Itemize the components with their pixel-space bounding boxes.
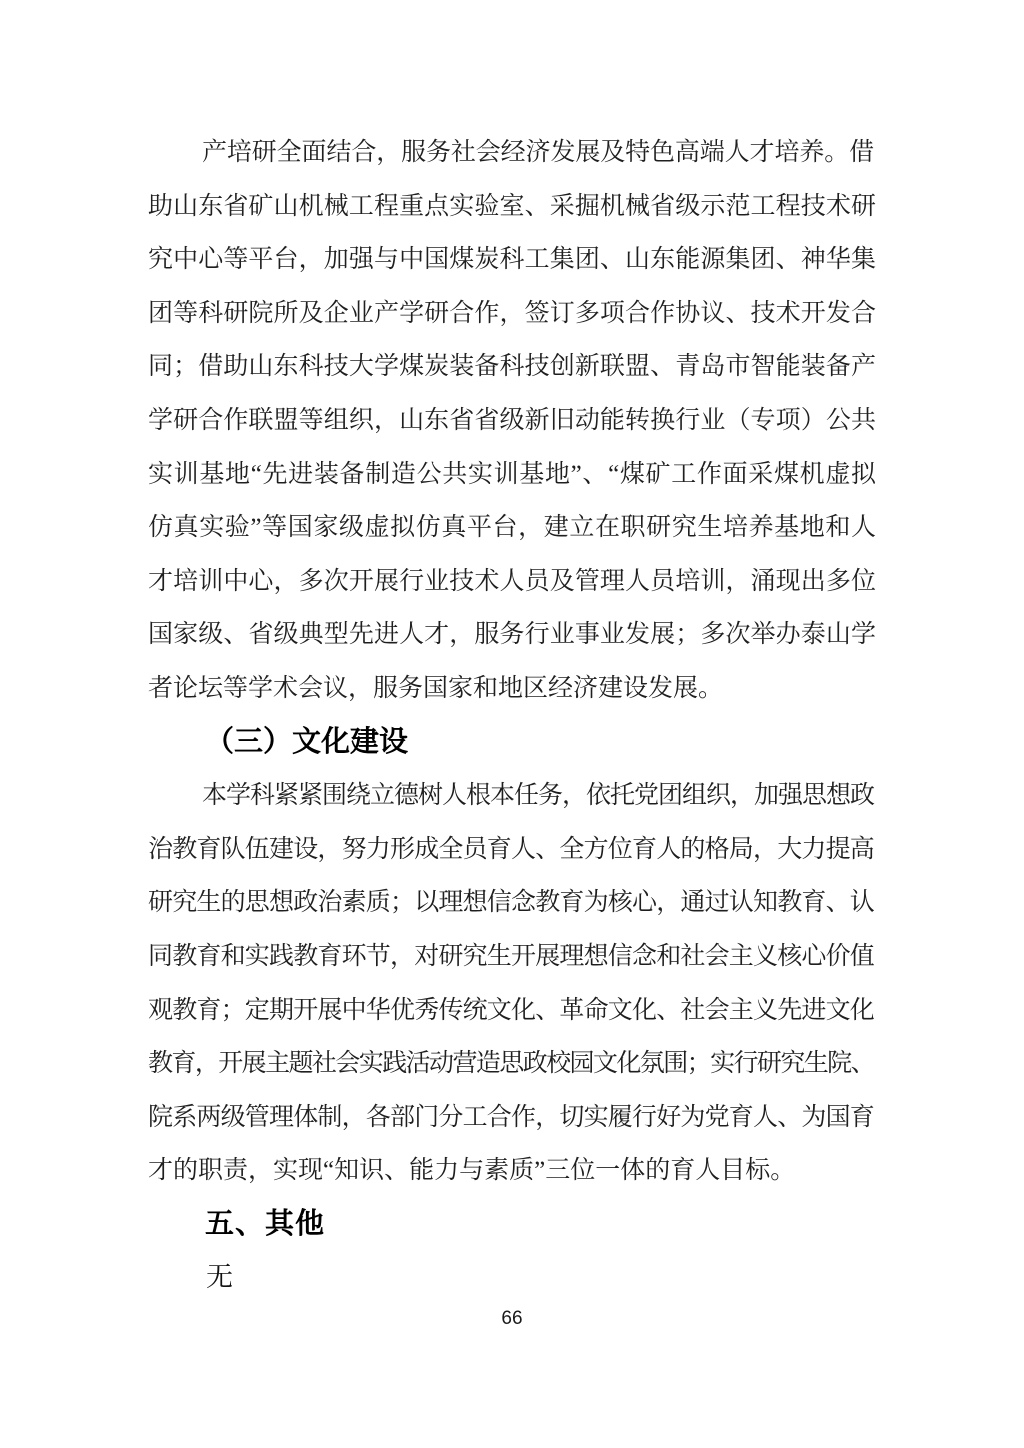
page-number: 66 xyxy=(501,1308,523,1329)
paragraph2-line-3: 研究生的思想政治素质；以理想信念教育为核心，通过认知教育、认 xyxy=(148,889,875,917)
other-section-content: 无 xyxy=(206,1262,233,1293)
paragraph1-line-9: 才培训中心，多次开展行业技术人员及管理人员培训，涌现出多位 xyxy=(148,567,876,595)
paragraph1-line-3: 究中心等平台，加强与中国煤炭科工集团、山东能源集团、神华集 xyxy=(148,246,876,274)
paragraph2-line-5: 观教育；定期开展中华优秀传统文化、革命文化、社会主义先进文化 xyxy=(148,996,875,1024)
paragraph2-line-7: 院系两级管理体制，各部门分工合作，切实履行好为党育人、为国育 xyxy=(148,1103,875,1131)
paragraph1-line-4: 团等科研院所及企业产学研合作，签订多项合作协议、技术开发合 xyxy=(148,299,876,327)
heading-culture-construction: （三）文化建设 xyxy=(205,725,409,758)
paragraph1-line-1: 产培研全面结合，服务社会经济发展及特色高端人才培养。借 xyxy=(202,139,875,166)
paragraph1-line-6: 学研合作联盟等组织，山东省省级新旧动能转换行业（专项）公共 xyxy=(148,406,876,434)
paragraph1-line-2: 助山东省矿山机械工程重点实验室、采掘机械省级示范工程技术研 xyxy=(148,192,876,220)
paragraph2-line-2: 治教育队伍建设，努力形成全员育人、全方位育人的格局，大力提高 xyxy=(148,835,875,863)
paragraph1-line-10: 国家级、省级典型先进人才，服务行业事业发展；多次举办泰山学 xyxy=(148,621,876,649)
paragraph1-line-5: 同；借助山东科技大学煤炭装备科技创新联盟、青岛市智能装备产 xyxy=(148,353,876,381)
paragraph2-line-1: 本学科紧紧围绕立德树人根本任务，依托党团组织，加强思想政 xyxy=(202,782,875,810)
paragraph1-line-8: 仿真实验”等国家级虚拟仿真平台，建立在职研究生培养基地和人 xyxy=(148,514,876,542)
heading-other-section: 五、其他 xyxy=(205,1207,326,1240)
paragraph2-line-8: 才的职责，实现“知识、能力与素质”三位一体的育人目标。 xyxy=(148,1157,796,1185)
paragraph2-line-4: 同教育和实践教育环节，对研究生开展理想信念和社会主义核心价值 xyxy=(148,942,875,970)
document-body xyxy=(148,126,876,1305)
paragraph1-line-7: 实训基地“先进装备制造公共实训基地”、“煤矿工作面采煤机虚拟 xyxy=(148,460,876,488)
paragraph1-line-11: 者论坛等学术会议，服务国家和地区经济建设发展。 xyxy=(148,674,724,702)
paragraph2-line-6: 教育，开展主题社会实践活动营造思政校园文化氛围；实行研究生院、 xyxy=(148,1050,875,1078)
